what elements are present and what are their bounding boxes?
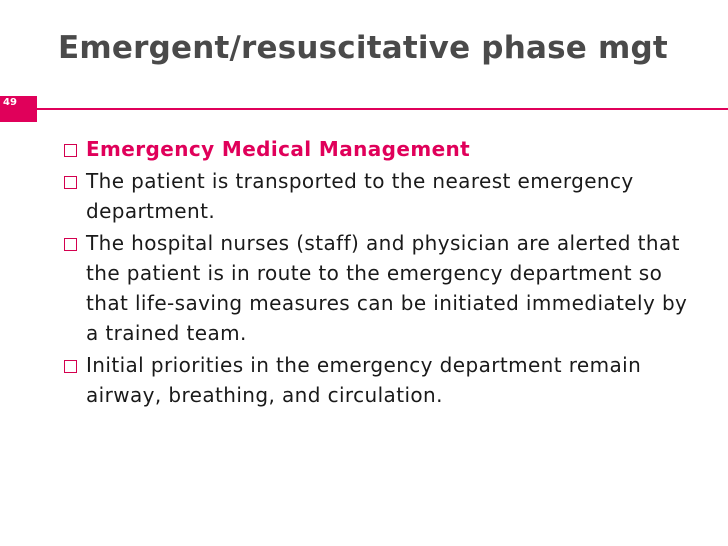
bullet-heading: Emergency Medical Management: [86, 137, 471, 161]
title-divider: [0, 96, 728, 122]
bullet-text: Initial priorities in the emergency department remain airway, breathing, and circulation.: [86, 353, 642, 407]
square-bullet-icon: [64, 144, 77, 157]
square-bullet-icon: [64, 238, 77, 251]
slide-title: Emergent/resuscitative phase mgt: [58, 30, 668, 66]
bullet-text: The patient is transported to the nearest emergency department.: [86, 169, 634, 223]
list-item: [62, 350, 702, 410]
list-item: [62, 228, 702, 348]
bullet-list: [62, 134, 702, 412]
slide-number: 49: [3, 97, 17, 108]
square-bullet-icon: [64, 176, 77, 189]
bullet-text: The hospital nurses (staff) and physician are alerted that the patient is in route to the emergency department so that life-saving measures can be initiated immediately by a trained team.: [86, 231, 688, 345]
square-bullet-icon: [64, 360, 77, 373]
list-item: [62, 166, 702, 226]
slide-number-badge: [0, 96, 37, 122]
list-item: [62, 134, 702, 164]
divider-line: [37, 108, 728, 110]
